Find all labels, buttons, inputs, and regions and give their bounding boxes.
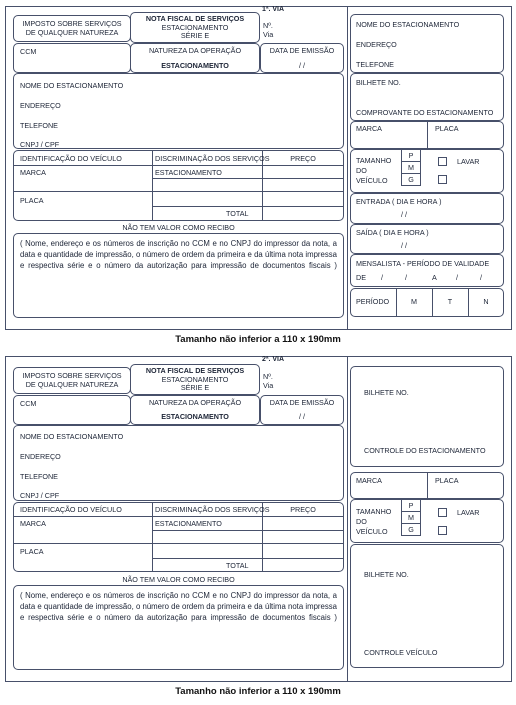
emitente-nome: NOME DO ESTACIONAMENTO: [20, 81, 124, 90]
via-label: 1ª. VIA: [262, 6, 285, 13]
items-row-divider-1: [13, 516, 344, 517]
entrada-label: ENTRADA ( DIA E HORA ): [356, 197, 442, 206]
tamanho-box: [350, 499, 504, 543]
emitente-telefone: TELEFONE: [20, 121, 58, 130]
size-p: P: [408, 501, 414, 510]
lavar-label: LAVAR: [457, 157, 480, 166]
bilhete-label-2: BILHETE NO.: [364, 570, 409, 579]
tamanho-l3: VEÍCULO: [356, 527, 388, 536]
bilhete-label: BILHETE NO.: [356, 78, 401, 87]
mensalista-slash-2: /: [405, 273, 407, 282]
right-endereco: ENDEREÇO: [356, 40, 397, 49]
total-label: TOTAL: [226, 209, 249, 218]
printer-note: ( Nome, endereço e os números de inscrição no CCM e no CNPJ do impressor da nota, a data e quantidade de impressão, o número de ordem da primeira e da última nota impressa e respectiva série e o número da autorização para impressão de documentos fiscais ): [20, 591, 337, 622]
tamanho-l1: TAMANHO: [356, 156, 392, 165]
tamanho-l2: DO: [356, 517, 367, 526]
right-nome: NOME DO ESTACIONAMENTO: [356, 20, 460, 29]
size-g: G: [408, 525, 414, 534]
saida-slashes: / /: [401, 241, 407, 250]
size-caption: Tamanho não inferior a 110 x 190mm: [175, 686, 341, 697]
comprovante-label: COMPROVANTE DO ESTACIONAMENTO: [356, 108, 494, 117]
marca-placa-divider: [427, 121, 428, 149]
discriminacao-label: DISCRIMINAÇÃO DOS SERVIÇOS: [155, 154, 270, 163]
nota-fiscal-title: NOTA FISCAL DE SERVIÇOS: [145, 366, 245, 375]
right-marca: MARCA: [356, 124, 382, 133]
lavar-label: LAVAR: [457, 508, 480, 517]
periodo-m: M: [411, 297, 417, 306]
preco-label: PREÇO: [290, 505, 316, 514]
tamanho-l3: VEÍCULO: [356, 176, 388, 185]
size-m: M: [408, 163, 414, 172]
size-g-checkbox[interactable]: [438, 526, 447, 535]
marca-placa-divider: [427, 472, 428, 499]
mensalista-a: A: [432, 273, 437, 282]
data-emissao-slashes: / /: [299, 61, 305, 70]
items-col-divider-1: [152, 502, 153, 572]
periodo-label: PERÍODO: [356, 297, 390, 306]
mensalista-de: DE: [356, 273, 366, 282]
marca-label: MARCA: [20, 168, 46, 177]
discriminacao-label: DISCRIMINAÇÃO DOS SERVIÇOS: [155, 505, 270, 514]
controle-estacionamento-label: CONTROLE DO ESTACIONAMENTO: [364, 446, 486, 455]
periodo-t: T: [447, 297, 453, 306]
via-label: 2ª. VIA: [262, 356, 285, 363]
items-row-divider-2: [152, 178, 344, 179]
emitente-nome: NOME DO ESTACIONAMENTO: [20, 432, 124, 441]
natureza-label: NATUREZA DA OPERAÇÃO: [148, 46, 242, 55]
nota-fiscal-serie: SÉRIE E: [180, 31, 210, 40]
data-emissao-slashes: / /: [299, 412, 305, 421]
natureza-label: NATUREZA DA OPERAÇÃO: [148, 398, 242, 407]
identificacao-label: IDENTIFICAÇÃO DO VEÍCULO: [20, 505, 122, 514]
right-telefone: TELEFONE: [356, 60, 394, 69]
estacionamento-label: ESTACIONAMENTO: [155, 168, 222, 177]
emitente-telefone: TELEFONE: [20, 472, 58, 481]
items-row-divider-4: [152, 206, 344, 207]
size-caption: Tamanho não inferior a 110 x 190mm: [175, 334, 341, 345]
numero-label: Nº.: [263, 21, 273, 30]
emitente-cnpj: CNPJ / CPF: [20, 491, 60, 500]
items-row-divider-3: [13, 191, 344, 192]
tamanho-l1: TAMANHO: [356, 507, 392, 516]
placa-label: PLACA: [20, 547, 44, 556]
imposto-line1: IMPOSTO SOBRE SERVIÇOS: [22, 371, 122, 380]
sem-valor-label: NÃO TEM VALOR COMO RECIBO: [122, 223, 235, 232]
ccm-label: CCM: [20, 47, 37, 56]
tamanho-l2: DO: [356, 166, 367, 175]
items-row-divider-3: [13, 543, 344, 544]
items-row-divider-1: [13, 165, 344, 166]
size-g: G: [408, 175, 414, 184]
placa-label: PLACA: [20, 196, 44, 205]
size-m: M: [408, 513, 414, 522]
emitente-cnpj: CNPJ / CPF: [20, 140, 60, 149]
via-word: Via: [263, 381, 274, 390]
size-p: P: [408, 151, 414, 160]
bilhete-label: BILHETE NO.: [364, 388, 409, 397]
size-divider-2: [401, 523, 421, 524]
emitente-endereco: ENDEREÇO: [20, 452, 61, 461]
size-divider-2: [401, 173, 421, 174]
data-emissao-label: DATA DE EMISSÃO: [269, 398, 335, 407]
estacionamento-label: ESTACIONAMENTO: [155, 519, 222, 528]
nota-fiscal-subtitle: ESTACIONAMENTO: [161, 23, 229, 32]
size-g-checkbox[interactable]: [438, 175, 447, 184]
printer-note: ( Nome, endereço e os números de inscrição no CCM e no CNPJ do impressor da nota, a data e quantidade de impressão, o número de ordem da primeira e da última nota impressa e respectiva série e o número da autorização para impressão de documentos fiscais ): [20, 239, 337, 270]
natureza-value: ESTACIONAMENTO: [161, 412, 229, 421]
section-divider: [347, 6, 348, 330]
numero-label: Nº.: [263, 372, 273, 381]
controle-veiculo-label: CONTROLE VEÍCULO: [364, 648, 438, 657]
emitente-endereco: ENDEREÇO: [20, 101, 61, 110]
sem-valor-label: NÃO TEM VALOR COMO RECIBO: [122, 575, 235, 584]
via-word: Via: [263, 30, 274, 39]
size-divider-1: [401, 161, 421, 162]
periodo-n: N: [483, 297, 489, 306]
items-row-divider-4: [152, 558, 344, 559]
nota-fiscal-serie: SÉRIE E: [180, 383, 210, 392]
items-row-divider-2: [152, 530, 344, 531]
right-marca: MARCA: [356, 476, 382, 485]
mensalista-label: MENSALISTA - PERÍODO DE VALIDADE: [356, 259, 490, 268]
saida-label: SAÍDA ( DIA E HORA ): [356, 228, 429, 237]
size-divider-1: [401, 511, 421, 512]
nota-fiscal-subtitle: ESTACIONAMENTO: [161, 375, 229, 384]
imposto-line2: DE QUALQUER NATUREZA: [25, 28, 119, 37]
mensalista-slash-1: /: [381, 273, 383, 282]
marca-label: MARCA: [20, 519, 46, 528]
lavar-checkbox[interactable]: [438, 157, 447, 166]
section-divider: [347, 356, 348, 682]
natureza-value: ESTACIONAMENTO: [161, 61, 229, 70]
nota-fiscal-title: NOTA FISCAL DE SERVIÇOS: [145, 14, 245, 23]
ccm-label: CCM: [20, 399, 37, 408]
data-emissao-label: DATA DE EMISSÃO: [269, 46, 335, 55]
total-label: TOTAL: [226, 561, 249, 570]
mensalista-slash-3: /: [456, 273, 458, 282]
imposto-line1: IMPOSTO SOBRE SERVIÇOS: [22, 19, 122, 28]
imposto-line2: DE QUALQUER NATUREZA: [25, 380, 119, 389]
entrada-slashes: / /: [401, 210, 407, 219]
right-placa: PLACA: [435, 476, 459, 485]
mensalista-slash-4: /: [480, 273, 482, 282]
identificacao-label: IDENTIFICAÇÃO DO VEÍCULO: [20, 154, 122, 163]
right-placa: PLACA: [435, 124, 459, 133]
preco-label: PREÇO: [290, 154, 316, 163]
lavar-checkbox[interactable]: [438, 508, 447, 517]
items-col-divider-1: [152, 150, 153, 221]
